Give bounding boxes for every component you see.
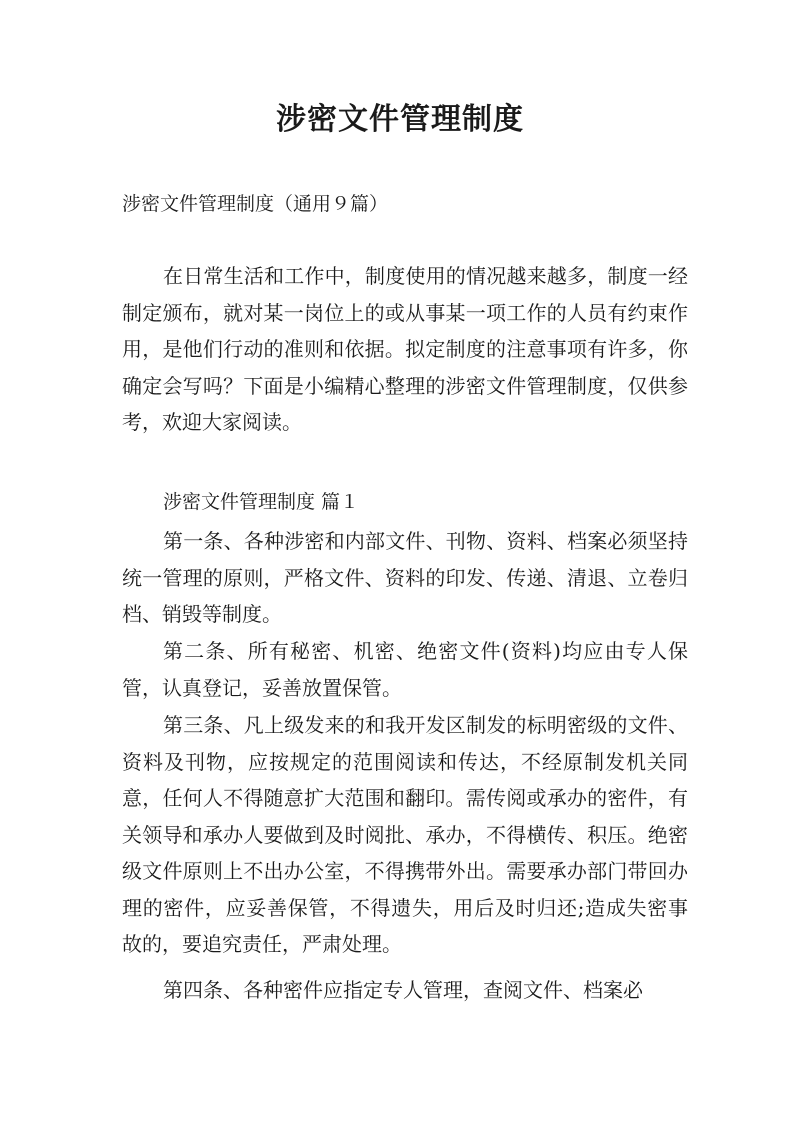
intro-paragraph: 在日常生活和工作中，制度使用的情况越来越多，制度一经制定颁布，就对某一岗位上的或从事某一项工作的人员有约束作用，是他们行动的准则和依据。拟定制度的注意事项有许多，你确定会写吗？下面是小编精心整理的涉密文件管理制度，仅供参考，欢迎大家阅读。 [122, 264, 688, 434]
document-subtitle: 涉密文件管理制度（通用９篇） [122, 193, 389, 215]
article-4: 第四条、各种密件应指定专人管理，查阅文件、档案必 [163, 978, 643, 1002]
article-3: 第三条、凡上级发来的和我开发区制发的标明密级的文件、资料及刊物，应按规定的范围阅读和传达，不经原制发机关同意，任何人不得随意扩大范围和翻印。需传阅或承办的密件，有关领导和承办人要做到及时阅批、承办，不得横传、积压。绝密级文件原则上不出办公室，不得携带外出。需要承办部门带回办理的密件，应妥善保管，不得遗失，用后及时归还;造成失密事故的，要追究责任，严肃处理。 [122, 713, 688, 956]
article-2: 第二条、所有秘密、机密、绝密文件(资料)均应由专人保管，认真登记，妥善放置保管。 [122, 639, 688, 700]
document-title: 涉密文件管理制度 [276, 102, 524, 137]
article-1: 第一条、各种涉密和内部文件、刊物、资料、档案必须坚持统一管理的原则，严格文件、资料的印发、传递、清退、立卷归档、销毁等制度。 [122, 529, 688, 626]
section-heading: 涉密文件管理制度 篇１ [163, 491, 360, 513]
